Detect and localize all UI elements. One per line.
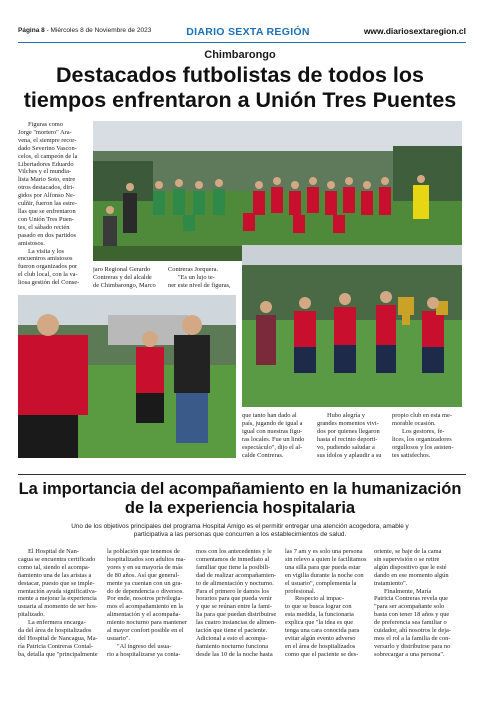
text-line: amistosos.	[18, 239, 45, 247]
team-group-photo	[93, 121, 462, 261]
text-line: profesional.	[285, 587, 316, 595]
text-line: alimentación y el acompaña-	[107, 611, 181, 619]
text-line: ría Patricia Contreras Contal-	[18, 642, 94, 650]
article1-column-2	[93, 266, 163, 290]
article1-column-4	[242, 412, 312, 459]
text-line: como que el paciente se des-	[285, 650, 359, 658]
article1-column-6	[392, 412, 462, 459]
players-greeting-photo	[18, 295, 236, 458]
text-line: da del área de hospitalizados	[18, 627, 92, 635]
text-line: calde Contreras.	[242, 451, 284, 459]
text-line: comentamos de inmediato al	[196, 555, 270, 563]
text-line: rio a hospitalizarse ya conta-	[107, 650, 181, 658]
text-line: dad de realizar acompañamien-	[196, 571, 277, 579]
text-line: Figuras como	[28, 121, 63, 128]
article1-column-1	[18, 121, 88, 287]
text-line: to que se busca lograr con	[285, 603, 352, 611]
text-line: mos el acompañamiento en la	[107, 603, 183, 611]
text-line: La enfermera encarga-	[28, 619, 86, 627]
page-number: Página 8	[18, 27, 45, 34]
text-line: mentación ayuda significativa-	[18, 587, 97, 595]
text-line: lia para que puedan distribuirse	[196, 611, 277, 619]
text-line: Adicional a esto el acompa-	[196, 634, 268, 642]
text-line: Los gestores, fe-	[402, 427, 445, 435]
text-line: de Chimbarongo, Marco	[93, 281, 156, 289]
text-line: tenga una cara conocida para	[285, 627, 360, 635]
text-line: mente ya cuentan con un gra-	[107, 579, 183, 587]
text-line: algún dispositivo que le esté	[374, 563, 447, 571]
text-line: de preferencia sea familiar o	[374, 619, 447, 627]
article2-headline: La importancia del acompañamiento en la humanización de la experiencia hospitalaria	[18, 480, 462, 517]
text-line: gidos por Alfonso Ne-	[18, 192, 75, 200]
text-line: Por ende, nosotros privilegia-	[107, 595, 183, 603]
text-line: en vigilia durante la noche con	[285, 571, 364, 579]
text-line: llas que se enfrentaron	[18, 207, 76, 215]
text-line: del Hospital de Nancagua, Ma-	[18, 634, 98, 642]
text-line: Vilches y el mundia-	[18, 168, 72, 176]
article2-column-5	[374, 548, 462, 659]
text-line: hasta el recinto deporti-	[317, 435, 378, 443]
article2-column-3	[196, 548, 280, 659]
text-line: en el área de hospitalizados	[285, 642, 356, 650]
text-line: explica que "la idea es que	[285, 619, 354, 627]
text-line: Jorge "mortero" Ara-	[18, 128, 72, 136]
text-line: orgullosos y los asisten-	[392, 443, 454, 451]
text-line: tratamiento".	[374, 579, 408, 587]
article1-kicker: Chimbarongo	[204, 49, 276, 61]
text-line: de 80 años. Así que general-	[107, 571, 180, 579]
article1-column-3	[168, 266, 238, 290]
text-line: propio club en esta me-	[392, 412, 452, 419]
text-line: oriente, se baje de la cama	[374, 548, 442, 555]
text-line: Libertadores Eduardo	[18, 160, 74, 168]
text-line: encuentros amistosos	[18, 255, 73, 263]
text-line: la población que tenemos de	[107, 548, 180, 555]
text-line: culñir, fueron las estre-	[18, 200, 78, 208]
text-line: desde las 10 de la noche hasta	[196, 650, 273, 658]
text-line: ba, detalla que "principalmente	[18, 650, 98, 658]
text-line: Contreras Jorquera.	[168, 266, 219, 273]
text-line: "para ser acompañante solo	[374, 603, 445, 611]
text-line: una silla para que pueda estar	[285, 563, 361, 571]
text-line: grandes momentos vivi-	[317, 419, 379, 427]
article1-headline: Destacados futbolistas de todos los tiempos enfrentaron a Unión Tres Puentes	[23, 63, 457, 112]
text-line: espectáculo", dijo el al-	[242, 443, 303, 451]
page-header	[18, 26, 466, 40]
text-line: sin supervisión o se retire	[374, 555, 440, 563]
text-line: cuidador, ahí nosotros le deja-	[374, 627, 451, 635]
text-line: Hubo alegría y	[327, 412, 365, 419]
text-line: como tal, siendo el acompa-	[18, 563, 90, 571]
text-line: familiar que tiene la posibili-	[196, 563, 271, 571]
text-line: El Hospital de Nan-	[28, 548, 79, 555]
text-line: país, jugando de igual a	[242, 419, 303, 427]
text-line: versarlo y distribuirse para no	[374, 642, 451, 650]
text-line: Para el primero le damos los	[196, 587, 269, 595]
text-line: ñamiento una de las aristas a	[18, 571, 92, 579]
text-line: dos por quienes llegaron	[317, 427, 380, 435]
text-line: al mayor confort posible en el	[107, 627, 184, 635]
text-line: yores y en su mayoría de más	[107, 563, 183, 571]
text-line: usuaria al momento de ser hos-	[18, 603, 98, 611]
text-line: el usuario", complementa la	[285, 579, 357, 587]
text-line: sobrecargar a una persona".	[374, 650, 445, 658]
text-line: pitalizado.	[18, 611, 45, 619]
text-line: dando en ese momento algún	[374, 571, 449, 579]
article2-subhead: Uno de los objetivos principales del programa Hospital Amigo es el permitir entregar una atención acogedora, amable y participativa a las personas que concurren a los establecimientos de salud.	[71, 523, 409, 538]
text-line: Contreras y del alcalde	[93, 273, 152, 281]
text-line: las cuatro instancias de alimen-	[196, 619, 277, 627]
page-date: - Miércoles 8 de Noviembre de 2023	[44, 27, 152, 34]
text-line: que tanto han dado al	[242, 412, 297, 419]
text-line: "Es un lujo te-	[178, 273, 215, 281]
text-line: do de dependencia o diversos.	[107, 587, 184, 595]
text-line: basta con tener 18 años y que	[374, 611, 450, 619]
text-line: dado Severino Vascon-	[18, 144, 77, 152]
header-divider	[18, 42, 466, 43]
text-line: sin relevo a quien le facilitamos	[285, 555, 367, 563]
newspaper-title: DIARIO SEXTA REGIÓN	[186, 26, 310, 38]
text-line: vo, pudiendo saludar a	[317, 443, 375, 451]
text-line: pasado en dos partidos	[18, 231, 77, 239]
text-line: igual con nuestras figu-	[242, 427, 303, 435]
text-line: lices, los organizadores	[392, 435, 452, 443]
text-line: con Unión Tres Puen-	[18, 215, 74, 223]
text-line: mos con los antecedentes y le	[196, 548, 272, 555]
text-line: el club local, con la va-	[18, 271, 78, 279]
text-line: esta medida, la funcionaria	[285, 611, 354, 619]
text-line: miento nocturno para mantener	[107, 619, 188, 627]
text-line: lista Mario Soto, entre	[18, 176, 76, 184]
text-line: mos el rol a la familia de con-	[374, 634, 451, 642]
text-line: hospitalizados son adultos ma-	[107, 555, 186, 563]
text-line: "Al ingreso del usua-	[117, 642, 172, 650]
text-line: Finalmente, María	[384, 587, 432, 595]
text-line: tación que tiene el paciente.	[196, 627, 268, 635]
text-line: morable ocasión.	[392, 419, 436, 427]
section-divider	[18, 474, 466, 475]
article2-column-2	[107, 548, 191, 659]
text-line: sus ídolos y aplaudir a su	[317, 451, 382, 459]
text-line: celos, el campeón de la	[18, 152, 78, 160]
text-line: Respecto al impac-	[295, 595, 344, 603]
trophy-team-photo	[242, 245, 462, 407]
text-line: otros destacados, diri-	[18, 184, 75, 192]
text-line: destacar, puesto que se imple-	[18, 579, 95, 587]
text-line: mente a mejorar la experiencia	[18, 595, 97, 603]
text-line: cagua se encuentra certificado	[18, 555, 96, 563]
text-line: Patricia Contreras revela que	[374, 595, 448, 603]
text-line: tes, el sábado recién	[18, 223, 70, 231]
website-link[interactable]: www.diariosextaregion.cl	[363, 26, 466, 36]
text-line: ñamiento nocturno funciona	[196, 642, 269, 650]
article2-column-1	[18, 548, 102, 659]
text-line: to de alimentación y nocturno.	[196, 579, 274, 587]
text-line: La visita y los	[28, 247, 65, 255]
text-line: ras locales. Fue un lindo	[242, 435, 305, 443]
text-line: jaro Regional Gerardo	[93, 266, 151, 273]
text-line: fueron organizados por	[18, 263, 78, 271]
text-line: horarios para que pueda venir	[196, 595, 272, 603]
text-line: las 7 am y es solo una persona	[285, 548, 363, 555]
text-line: liosa gestión del Conse-	[18, 279, 80, 287]
article2-column-4	[285, 548, 369, 659]
text-line: evitar algún evento adverso	[285, 634, 356, 642]
page-info	[18, 27, 151, 34]
text-line: usuario".	[107, 634, 131, 642]
article1-column-5	[317, 412, 387, 459]
text-line: ner este nivel de figuras,	[168, 281, 231, 289]
text-line: vena, el siempre recor-	[18, 136, 77, 144]
text-line: tes satisfechos.	[392, 451, 431, 459]
text-line: y que se reúnan entre la fami-	[196, 603, 272, 611]
